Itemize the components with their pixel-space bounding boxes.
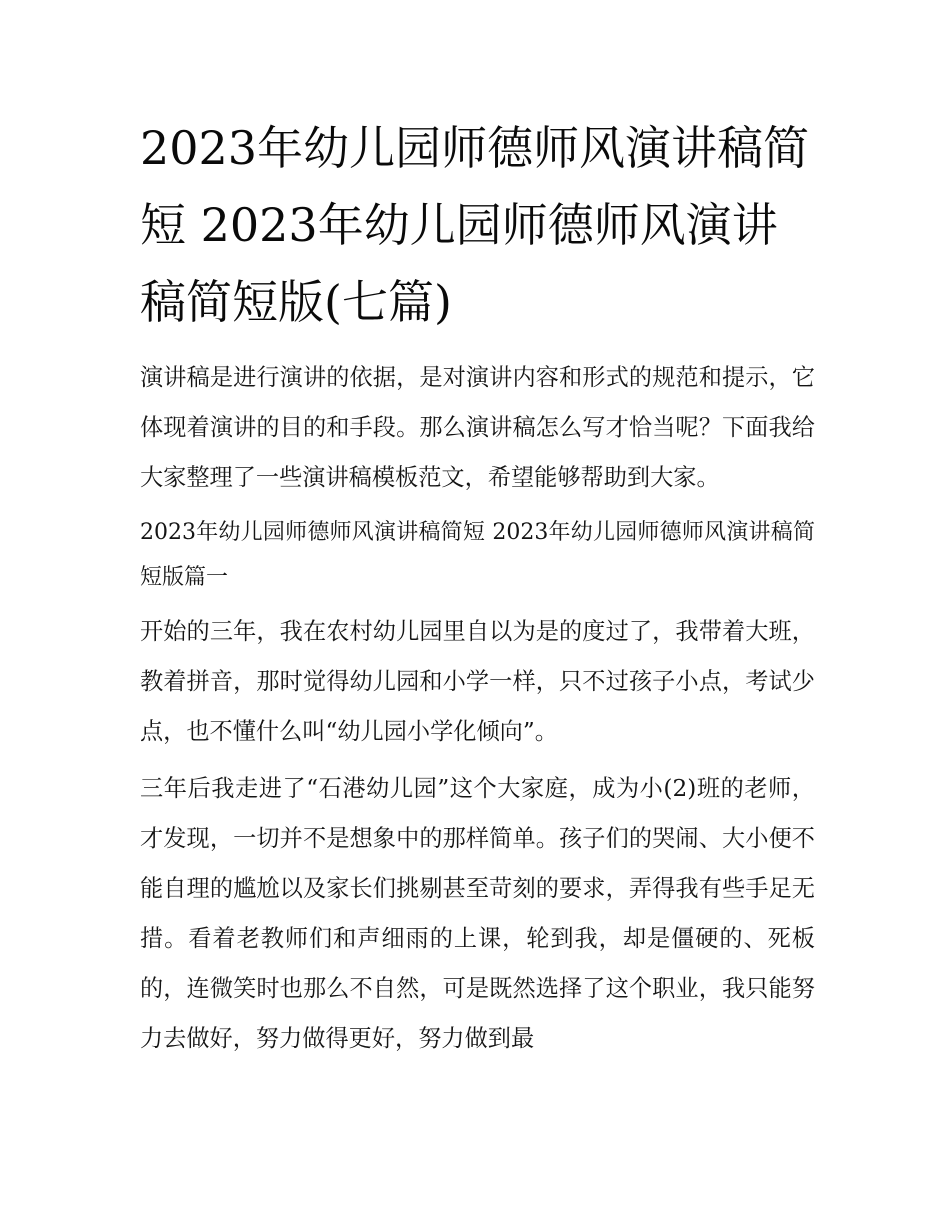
intro-paragraph: 演讲稿是进行演讲的依据，是对演讲内容和形式的规范和提示，它体现着演讲的目的和手段。那么演讲稿怎么写才恰当呢？下面我给大家整理了一些演讲稿模板范文，希望能够帮助到大家。	[140, 364, 815, 491]
document-title: 2023年幼儿园师德师风演讲稿简短 2023年幼儿园师德师风演讲稿简短版(七篇)	[140, 121, 810, 329]
body-paragraph: 三年后我走进了“石港幼儿园”这个大家庭，成为小(2)班的老师，才发现，一切并不是想象中的那样简单。孩子们的哭闹、大小便不能自理的尴尬以及家长们挑剔甚至苛刻的要求，弄得我有些手足无措。看着老教师们和声细雨的上课，轮到我，却是僵硬的、死板的，连微笑时也那么不自然，可是既然选择了这个职业，我只能努力去做好，努力做得更好，努力做到最	[140, 775, 815, 1052]
document-body	[140, 353, 815, 1071]
body-paragraph: 开始的三年，我在农村幼儿园里自以为是的度过了，我带着大班，教着拼音，那时觉得幼儿园和小学一样，只不过孩子小点，考试少点，也不懂什么叫“幼儿园小学化倾向”。	[140, 618, 815, 745]
section-heading: 2023年幼儿园师德师风演讲稿简短 2023年幼儿园师德师风演讲稿简短版篇一	[140, 520, 815, 590]
